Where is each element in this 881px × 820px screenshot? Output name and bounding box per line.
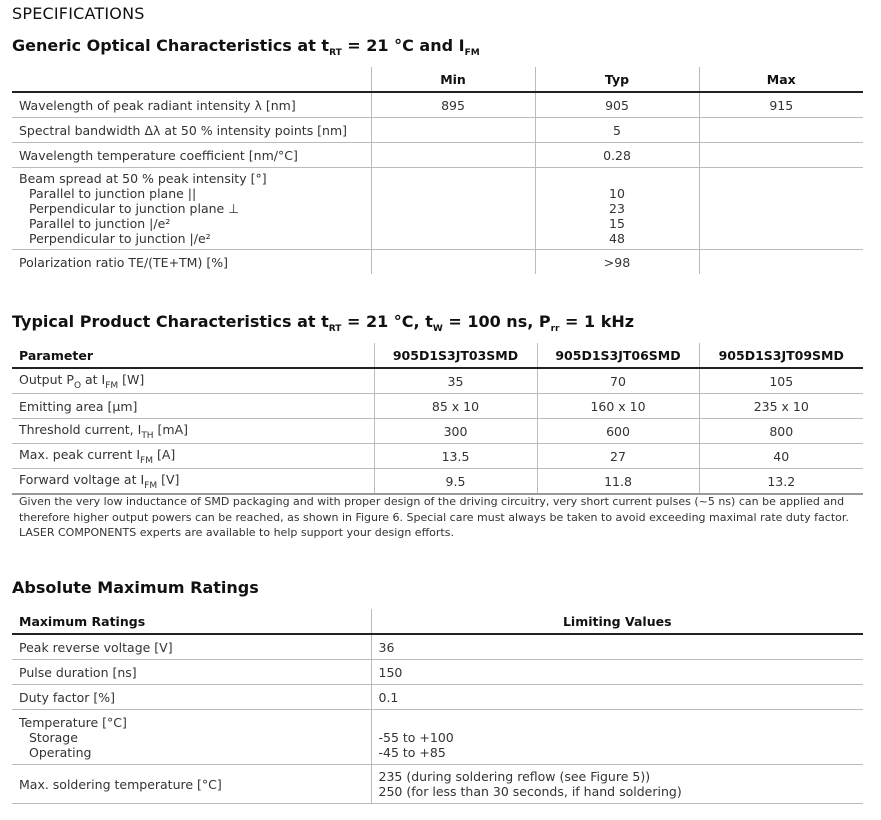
table-cell: Maximum Ratings (12, 609, 371, 634)
text: RT (329, 48, 342, 58)
table-cell (12, 710, 371, 765)
product-title (12, 312, 634, 334)
text: Perpendicular to junction plane ⊥ (29, 201, 240, 216)
table-cell (12, 469, 374, 495)
table-row (12, 92, 863, 118)
text: -55 to +100 (378, 729, 454, 745)
table-cell: 27 (537, 444, 699, 469)
table-cell: Wavelength temperature coefficient [nm/°C] (12, 143, 371, 168)
text: TH (141, 430, 154, 441)
text: Perpendicular to junction |/e² (29, 231, 211, 246)
table-cell (371, 250, 535, 275)
text (12, 67, 863, 92)
table-row (12, 250, 863, 275)
table-cell: Limiting Values (371, 609, 863, 634)
text: = 21 °C and I (341, 36, 465, 55)
text: [W] (118, 371, 145, 387)
text (12, 609, 863, 634)
table-cell (12, 419, 374, 444)
table-cell (699, 168, 863, 250)
table-cell: Spectral bandwidth Δλ at 50 % intensity points [nm] (12, 118, 371, 143)
table-cell (699, 118, 863, 143)
text: [V] (157, 471, 180, 487)
text: FM (464, 48, 480, 58)
table-cell: 35 (374, 368, 537, 394)
table-cell: 13.5 (374, 444, 537, 469)
table-cell: 11.8 (537, 469, 699, 495)
table-cell: 905 (535, 92, 699, 118)
text: FM (140, 455, 153, 466)
text: FM (105, 380, 119, 391)
table-cell (535, 168, 699, 250)
table-cell: 5 (535, 118, 699, 143)
table-cell: Min (371, 67, 535, 92)
product-table (12, 343, 863, 495)
table-cell: 905D1S3JT09SMD (699, 343, 863, 368)
text: 23 (609, 201, 625, 216)
table-cell: Peak reverse voltage [V] (12, 634, 371, 660)
table-cell (699, 143, 863, 168)
text: Beam spread at 50 % peak intensity [°] (19, 171, 267, 186)
table-cell: Pulse duration [ns] (12, 660, 371, 685)
table-cell: 0.1 (371, 685, 863, 710)
table-cell: 895 (371, 92, 535, 118)
text: 15 (609, 216, 625, 231)
table-cell: 905D1S3JT06SMD (537, 343, 699, 368)
table-row (12, 634, 863, 660)
text: 250 (for less than 30 seconds, if hand soldering) (378, 784, 682, 799)
table-cell: 85 x 10 (374, 394, 537, 419)
text: Output P (19, 371, 74, 387)
text: Threshold current, I (19, 421, 142, 437)
table-cell: 105 (699, 368, 863, 394)
table-cell: Wavelength of peak radiant intensity λ [nm] (12, 92, 371, 118)
text: Operating (29, 744, 92, 760)
table-row (12, 368, 863, 394)
table-cell: Duty factor [%] (12, 685, 371, 710)
table-cell: Polarization ratio TE/(TE+TM) [%] (19, 254, 228, 270)
table-row (12, 469, 863, 495)
text: = 100 ns, P (442, 312, 551, 331)
text: O (73, 380, 82, 391)
table-row (12, 660, 863, 685)
text: Max. peak current I (19, 446, 141, 462)
table-cell: >98 (535, 250, 699, 275)
table-cell: 9.5 (374, 469, 537, 495)
table-cell: 70 (537, 368, 699, 394)
text: 235 (during soldering reflow (see Figure 5)) (378, 769, 651, 784)
text: RT (328, 324, 342, 334)
text: Storage (29, 729, 78, 745)
table-cell: 36 (371, 634, 863, 660)
table-row (12, 118, 863, 143)
text: 48 (609, 231, 625, 246)
table-cell: Typ (535, 67, 699, 92)
table-cell: 300 (374, 419, 537, 444)
table-cell: 160 x 10 (537, 394, 699, 419)
table-row (12, 419, 863, 444)
text: W (432, 324, 443, 334)
text: FM (144, 480, 158, 491)
table-row (12, 710, 863, 765)
text: Generic Optical Characteristics at t (12, 36, 330, 55)
table-row (12, 685, 863, 710)
table-row (12, 765, 863, 804)
table-cell: 0.28 (535, 143, 699, 168)
text: Parallel to junction plane || (29, 186, 197, 201)
table-cell (12, 168, 371, 250)
table-cell: Max (699, 67, 863, 92)
table-cell (699, 250, 863, 275)
table-cell (12, 368, 374, 394)
table-cell (371, 710, 863, 765)
text: Temperature [°C] (19, 714, 127, 730)
text: 10 (609, 186, 625, 201)
table-cell (371, 765, 863, 804)
text (379, 715, 857, 730)
table-cell (371, 143, 535, 168)
text: rr (550, 324, 560, 334)
table-cell: Emitting area [µm] (12, 394, 374, 419)
absolute-title: Absolute Maximum Ratings (12, 578, 259, 597)
table-cell (12, 67, 371, 92)
table-cell (371, 168, 535, 250)
table-cell: Max. soldering temperature [°C] (12, 765, 371, 804)
table-cell (12, 444, 374, 469)
text (12, 343, 863, 368)
text: at I (81, 371, 106, 387)
optical-table (12, 67, 863, 274)
text: = 1 kHz (559, 312, 635, 331)
table-cell: 600 (537, 419, 699, 444)
table-cell: 235 x 10 (699, 394, 863, 419)
table-row (12, 394, 863, 419)
text: [mA] (153, 421, 189, 437)
table-cell: 13.2 (699, 469, 863, 495)
text: Parallel to junction |/e² (29, 216, 171, 231)
text: -45 to +85 (378, 744, 446, 760)
table-cell: 800 (699, 419, 863, 444)
text: Forward voltage at I (19, 471, 145, 487)
table-cell: Parameter (12, 343, 374, 368)
absolute-table (12, 609, 863, 804)
text: Typical Product Characteristics at t (12, 312, 329, 331)
table-row (12, 168, 863, 250)
table-row (12, 444, 863, 469)
table-cell (371, 118, 535, 143)
text (543, 171, 692, 186)
text: [A] (153, 446, 176, 462)
table-cell: 905D1S3JT03SMD (374, 343, 537, 368)
product-note: Given the very low inductance of SMD packaging and with proper design of the driving circuitry, very short current pulses (~5 ns) can be applied and therefore higher output powers can be reached, as shown in Figure 6. Special care must always be taken to avoid exceeding maximal rate duty factor. LASER COMPONENTS experts are available to help support your design efforts. (19, 495, 849, 539)
table-cell: 150 (371, 660, 863, 685)
table-cell: 915 (699, 92, 863, 118)
optical-title (12, 36, 480, 58)
table-cell: 40 (699, 444, 863, 469)
table-row (12, 143, 863, 168)
section-heading: SPECIFICATIONS (12, 4, 145, 23)
text: = 21 °C, t (341, 312, 433, 331)
